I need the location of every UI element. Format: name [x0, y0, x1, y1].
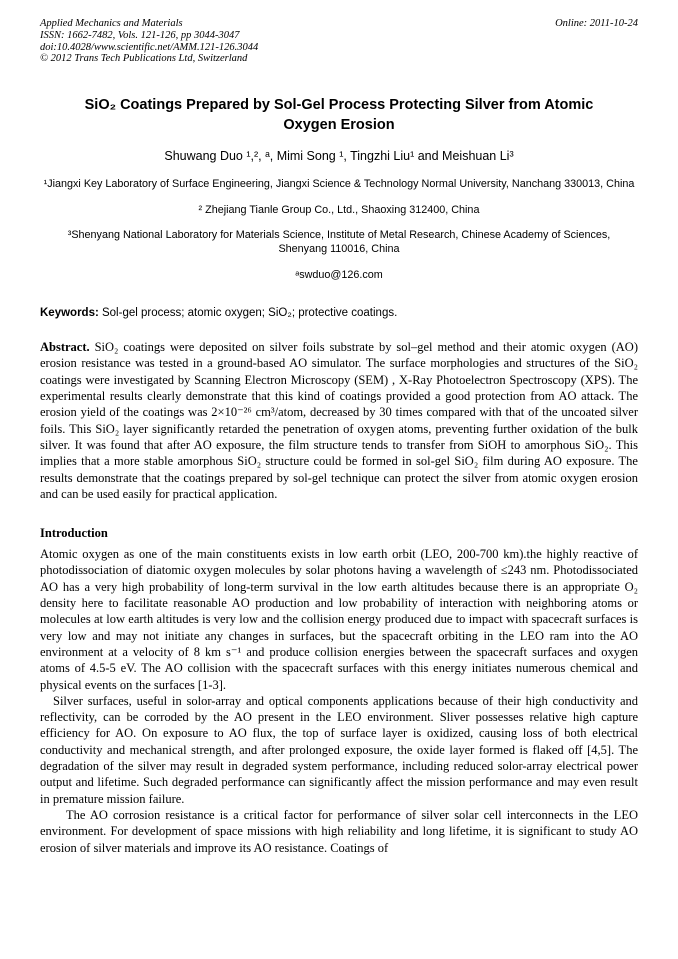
- affiliation-3: ³Shenyang National Laboratory for Materials Science, Institute of Metal Research, Chinese Academy of Sciences, Shenyang 110016, China: [67, 229, 611, 255]
- journal-header: [40, 18, 638, 65]
- online-date: Online: 2011-10-24: [555, 18, 638, 29]
- journal-name: Applied Mechanics and Materials: [40, 18, 183, 29]
- page-title: SiO₂ Coatings Prepared by Sol-Gel Process Protecting Silver from Atomic Oxygen Erosion: [84, 97, 594, 134]
- journal-issn: ISSN: 1662-7482, Vols. 121-126, pp 3044-3047: [40, 29, 240, 41]
- section-heading-introduction: Introduction: [40, 526, 108, 541]
- keywords-text: Sol-gel process; atomic oxygen; SiO₂; protective coatings.: [98, 307, 398, 320]
- intro-paragraph-3: The AO corrosion resistance is a critical factor for performance of silver solar cell interconnects in the LEO environment. For development of space missions with high reliability and long lifetime, it is significant to study AO erosion of silver materials and improve its AO resistance. Coatings of: [40, 807, 638, 855]
- keywords-label: Keywords:: [40, 307, 99, 320]
- abstract-text: SiO₂ coatings were deposited on silver foils substrate by sol–gel method and their atomic oxygen (AO) erosion resistance was tested in a ground-based AO simulator. The surface morphologies and structures of the SiO₂ coatings were investigated by Scanning Electron Microscopy (SEM) , X-Ray Photoelectron Spectroscopy (XPS). The experimental results clearly demonstrate that this kind of coatings provided a good protection from AO attack. The erosion yield of the coatings was 2×10⁻²⁶ cm³/atom, decreased by 30 times compared with that of the uncoated silver foils. This SiO₂ layer significantly retarded the penetration of oxygen atoms, preventing further oxidation of the bulk silver. It was found that after AO exposure, the film structure tends to transfer from SiOH to amorphous SiO₂. This implies that a more stable amorphous SiO₂ structure could be formed in sol-gel SiO₂ film during AO exposure. The results demonstrate that the coatings prepared by sol-gel technique can protect the silver from atomic oxygen erosion and can be used easily for practical application.: [40, 340, 638, 501]
- affiliation-2: ² Zhejiang Tianle Group Co., Ltd., Shaoxing 312400, China: [198, 203, 480, 216]
- journal-header-left: [40, 18, 258, 65]
- intro-paragraph-1: Atomic oxygen as one of the main constituents exists in low earth orbit (LEO, 200-700 km).the highly reactive of photodissociation of diatomic oxygen molecules by solar photons having a wavelength of ≤243 nm. Photodissociated AO has a very high probability of long-term survival in the low earth altitudes because there is an appropriate O₂ density here to facilitate reasonable AO production and low probability of interaction with neighboring atoms or molecules at low earth altitudes is very low and the collision energy produced due to impact with spacecraft surfaces is very low and may not initiate any changes in surfaces, but the spacecraft orbiting in the LEO ram into the AO environment at a velocity of 8 km s⁻¹ and produce collision energies between the spacecraft surfaces and oxygen atoms of 4.5-5 eV. The AO collision with the spacecraft surfaces with this energy initiates numerous chemical and physical events on the surfaces [1-3].: [40, 547, 638, 692]
- journal-copyright: © 2012 Trans Tech Publications Ltd, Switzerland: [40, 53, 248, 65]
- author-email: ᵃswduo@126.com: [295, 269, 383, 282]
- intro-paragraph-2: Silver surfaces, useful in solor-array and optical components applications because of their high conductivity and reflectivity, can be corroded by the AO present in the LEO environment. Sliver possesses relative high capture efficiency for AO. On exposure to AO flux, the top of surface layer is oxidized, causing loss of both electrical conductivity and mechanical strength, and after prolonged exposure, the oxide layer formed is flaked off [4,5]. The degradation of the silver may result in degraded system performance, including reduced solor-array electrical power output and lifetime. Such degraded performance can significantly affect the mission performance and may even result in premature mission failure.: [40, 693, 638, 806]
- affiliation-1: ¹Jiangxi Key Laboratory of Surface Engineering, Jiangxi Science & Technology Normal University, Nanchang 330013, China: [43, 178, 635, 191]
- journal-doi: doi:10.4028/www.scientific.net/AMM.121-126.3044: [40, 41, 259, 53]
- authors-line: Shuwang Duo ¹,², ᵃ, Mimi Song ¹, Tingzhi Liu¹ and Meishuan Li³: [164, 149, 514, 164]
- abstract-paragraph: [40, 339, 638, 502]
- keywords-line: [40, 307, 638, 319]
- abstract-label: Abstract.: [40, 340, 90, 355]
